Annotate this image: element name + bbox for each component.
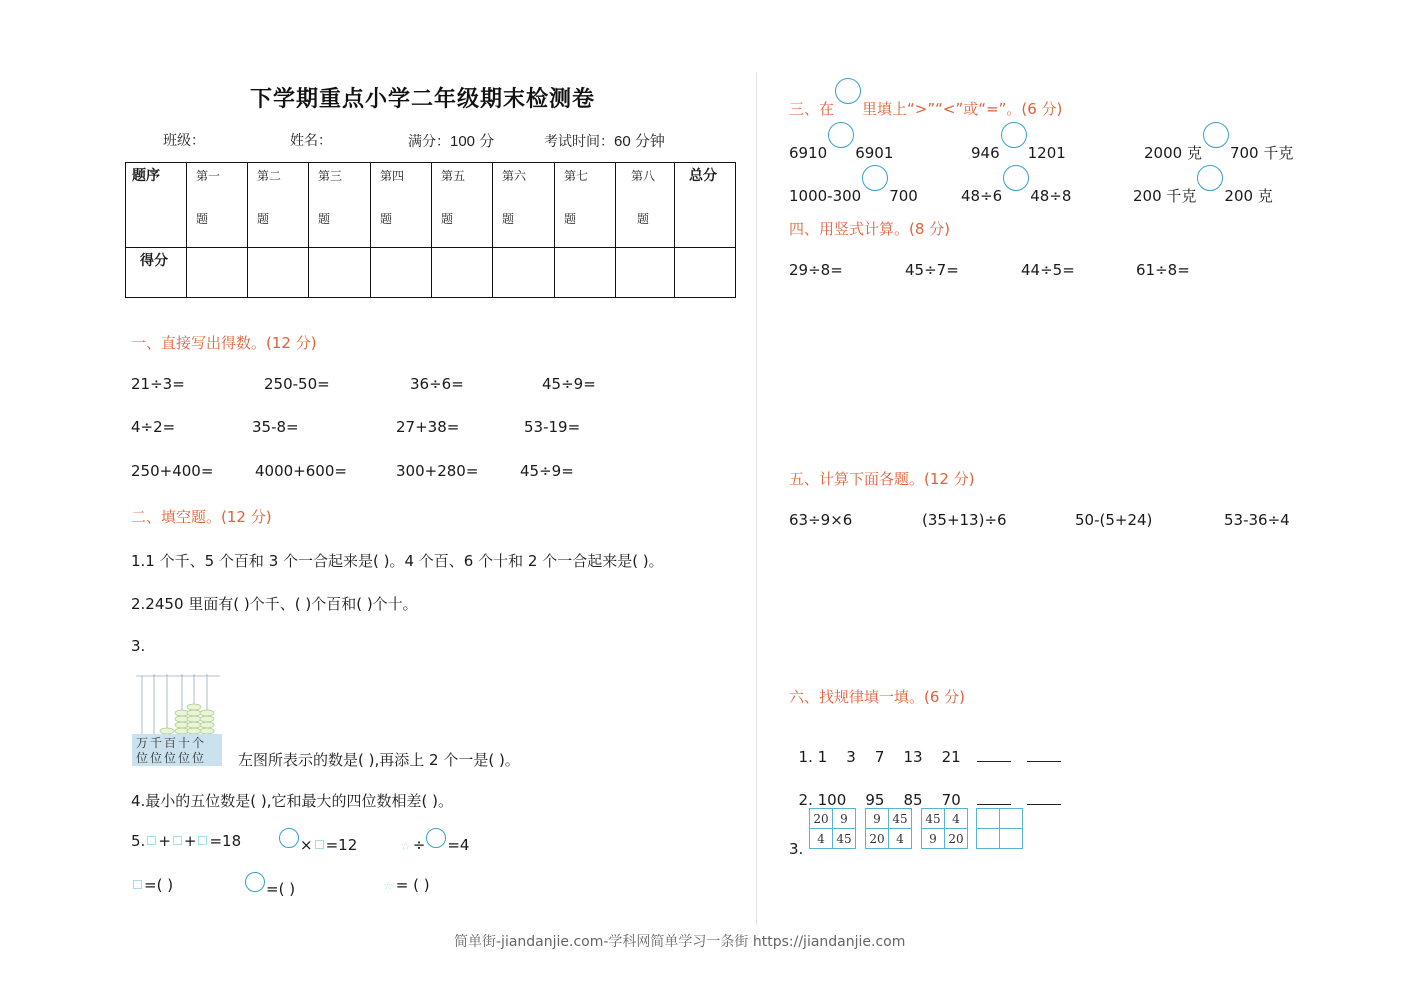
square-icon [133,880,142,889]
score-cell[interactable] [616,248,675,298]
answer-blank[interactable] [977,790,1011,805]
header-cell-q2 [248,163,309,248]
header-cell-total [675,163,736,248]
header-cell-q5 [432,163,493,248]
eq1-tail: =18 [209,832,242,850]
score-cell[interactable] [371,248,432,298]
column-divider [756,72,757,925]
s5-item: 53-36÷4 [1224,511,1290,529]
compare-circle[interactable] [1001,122,1027,148]
grid-cell: 9 [866,809,889,829]
s1-item: 4÷2= [131,418,176,436]
compare-circle[interactable] [1203,122,1229,148]
section1-heading: 一、直接写出得数。(12 分) [131,334,317,352]
s6-question-3-label: 3. [789,840,804,858]
compare-circle[interactable] [828,122,854,148]
pattern-grid-answer [976,808,1023,849]
q7-bottom: 题 [564,212,577,226]
grid-cell: 9 [922,829,945,849]
grid-cell: 4 [889,829,912,849]
compare-item [789,177,918,205]
header-cell-q7 [555,163,616,248]
section3-heading [789,90,1062,119]
pattern-grid-3 [921,808,968,849]
s2-question-3: 左图所表示的数是( ),再添上 2 个一是( )。 [238,751,520,769]
score-cell[interactable] [248,248,309,298]
compare-left: 6910 [789,144,828,162]
header-cell-q6 [493,163,555,248]
compare-left: 200 千克 [1133,187,1197,205]
q6-bottom: 题 [502,212,515,226]
score-table-header-row [126,163,736,248]
q3-bottom: 题 [318,212,331,226]
s6-question-2 [789,772,1061,809]
grid-cell: 20 [945,829,968,849]
answer-blank[interactable] [1027,790,1061,805]
compare-left: 946 [971,144,1000,162]
section5-heading: 五、计算下面各题。(12 分) [789,470,975,488]
s2-answer-square [131,876,173,894]
s1-item: 45÷9= [542,375,596,393]
q4-bottom: 题 [380,212,393,226]
circle-icon [279,828,299,848]
s6-q2-sequence: 2. 100 95 85 70 [798,791,961,809]
compare-right: 6901 [855,144,894,162]
abacus-labels-top: 万千百十个 [136,736,207,750]
answer-star: = ( ) [395,876,430,894]
s1-item: 300+280= [396,462,479,480]
q8-top: 第八 [631,169,656,183]
s4-item: 45÷7= [905,261,959,279]
compare-right: 1201 [1027,144,1066,162]
s4-item: 29÷8= [789,261,843,279]
s1-item: 36÷6= [410,375,464,393]
header-cell-q8 [616,163,675,248]
score-table-score-row [126,248,736,298]
grid-cell: 4 [945,809,968,829]
answer-square: =( ) [144,876,174,894]
circle-icon [426,828,446,848]
s2-question-5-eq1: 5. + + =18 [131,832,242,850]
eq2-tail: =12 [325,836,358,854]
score-cell[interactable] [675,248,736,298]
score-label: 得分 [140,253,168,269]
exam-time [544,130,665,151]
section2-heading: 二、填空题。(12 分) [131,508,272,526]
s1-item: 21÷3= [131,375,185,393]
square-icon [198,836,207,845]
s2-question-3-label: 3. [131,637,146,655]
s2-answer-star [383,876,430,894]
header-cell-q1 [187,163,248,248]
s2-question-1: 1.1 个千、5 个百和 3 个一合起来是( )。4 个百、6 个十和 2 个一合起来是( )。 [131,552,664,570]
pattern-grid-2 [865,808,912,849]
s1-item: 45÷9= [520,462,574,480]
q1-top: 第一 [196,169,221,183]
answer-blank[interactable] [977,747,1011,762]
answer-circle: =( ) [266,880,296,898]
q7-top: 第七 [564,169,589,183]
answer-grid-cell[interactable] [1000,809,1023,829]
compare-left: 48÷6 [961,187,1003,205]
s2-question-5-eq2: × =12 [278,832,357,854]
s1-item: 250+400= [131,462,214,480]
compare-item [789,134,893,162]
q2-bottom: 题 [257,212,270,226]
star-icon: ☆ [400,839,411,853]
star-icon: ☆ [383,879,394,893]
compare-circle[interactable] [1197,165,1223,191]
square-icon [173,836,182,845]
q1-bottom: 题 [196,212,209,226]
answer-grid-cell[interactable] [1000,829,1023,849]
circle-icon [245,872,265,892]
circle-icon [835,78,861,104]
eq3-tail: =4 [447,836,470,854]
full-score [408,130,494,151]
header-cell-q3 [309,163,371,248]
q8-bottom: 题 [637,212,650,226]
q5-label: 5. [131,832,146,850]
s4-item: 44÷5= [1021,261,1075,279]
order-label: 题序 [132,168,160,184]
compare-right: 700 [889,187,918,205]
s2-question-4: 4.最小的五位数是( ),它和最大的四位数相差( )。 [131,792,454,810]
s1-item: 35-8= [252,418,299,436]
grid-cell: 20 [866,829,889,849]
answer-grid-cell[interactable] [977,829,1000,849]
compare-right: 700 千克 [1229,144,1294,162]
compare-right: 200 克 [1224,187,1273,205]
footer-watermark: 简单街-jiandanjie.com-学科网简单学习一条街 https://jiandanjie.com [454,934,906,950]
pattern-grid-1 [809,808,856,849]
s5-item: 50-(5+24) [1075,511,1153,529]
q2-top: 第二 [257,169,282,183]
score-row-label-cell [126,248,187,298]
s1-item: 4000+600= [255,462,347,480]
grid-cell: 45 [833,829,856,849]
q6-top: 第六 [502,169,527,183]
section4-heading: 四、用竖式计算。(8 分) [789,220,951,238]
s1-item: 27+38= [396,418,460,436]
score-cell[interactable] [309,248,371,298]
answer-grid-cell[interactable] [977,809,1000,829]
compare-right: 48÷8 [1030,187,1072,205]
exam-time-label: 考试时间： [544,134,614,150]
s2-question-5-eq3: ☆ ÷ =4 [400,832,469,854]
compare-item [971,134,1066,162]
s3-heading-post: 里填上“>”“<”或“=”。(6 分) [862,100,1063,118]
square-icon [147,836,156,845]
q5-top: 第五 [441,169,466,183]
square-icon [315,840,324,849]
section6-heading: 六、找规律填一填。(6 分) [789,688,966,706]
score-cell[interactable] [555,248,616,298]
score-cell[interactable] [493,248,555,298]
s6-question-1 [789,729,1061,766]
answer-blank[interactable] [1027,747,1061,762]
s6-q1-sequence: 1. 1 3 7 13 21 [798,748,961,766]
s5-item: (35+13)÷6 [922,511,1007,529]
s2-question-2: 2.2450 里面有( )个千、( )个百和( )个十。 [131,595,418,613]
s3-heading-pre: 三、在 [789,100,835,118]
full-score-value: 100 分 [450,133,495,150]
compare-circle[interactable] [862,165,888,191]
score-table [125,162,736,298]
q3-top: 第三 [318,169,343,183]
s5-item: 63÷9×6 [789,511,853,529]
compare-item [1133,177,1273,206]
s4-item: 61÷8= [1136,261,1190,279]
score-cell[interactable] [187,248,248,298]
s1-item: 53-19= [524,418,581,436]
q5-bottom: 题 [441,212,454,226]
grid-cell: 20 [810,809,833,829]
exam-time-value: 60 分钟 [614,133,665,150]
compare-circle[interactable] [1003,165,1029,191]
s2-answer-circle [244,876,295,898]
compare-item [1144,134,1293,163]
name-label: 姓名： [290,133,332,149]
grid-cell: 45 [889,809,912,829]
total-label: 总分 [689,168,717,184]
s1-item: 250-50= [264,375,330,393]
q4-top: 第四 [380,169,405,183]
full-score-label: 满分： [408,134,450,150]
compare-left: 2000 克 [1144,144,1202,162]
compare-left: 1000-300 [789,187,862,205]
compare-item [961,177,1071,205]
header-cell-q4 [371,163,432,248]
header-cell-order [126,163,187,248]
page-title: 下学期重点小学二年级期末检测卷 [250,87,596,112]
grid-cell: 9 [833,809,856,829]
class-label: 班级： [163,133,205,149]
grid-cell: 45 [922,809,945,829]
abacus-labels-bottom: 位位位位位 [136,751,207,765]
grid-cell: 4 [810,829,833,849]
score-cell[interactable] [432,248,493,298]
